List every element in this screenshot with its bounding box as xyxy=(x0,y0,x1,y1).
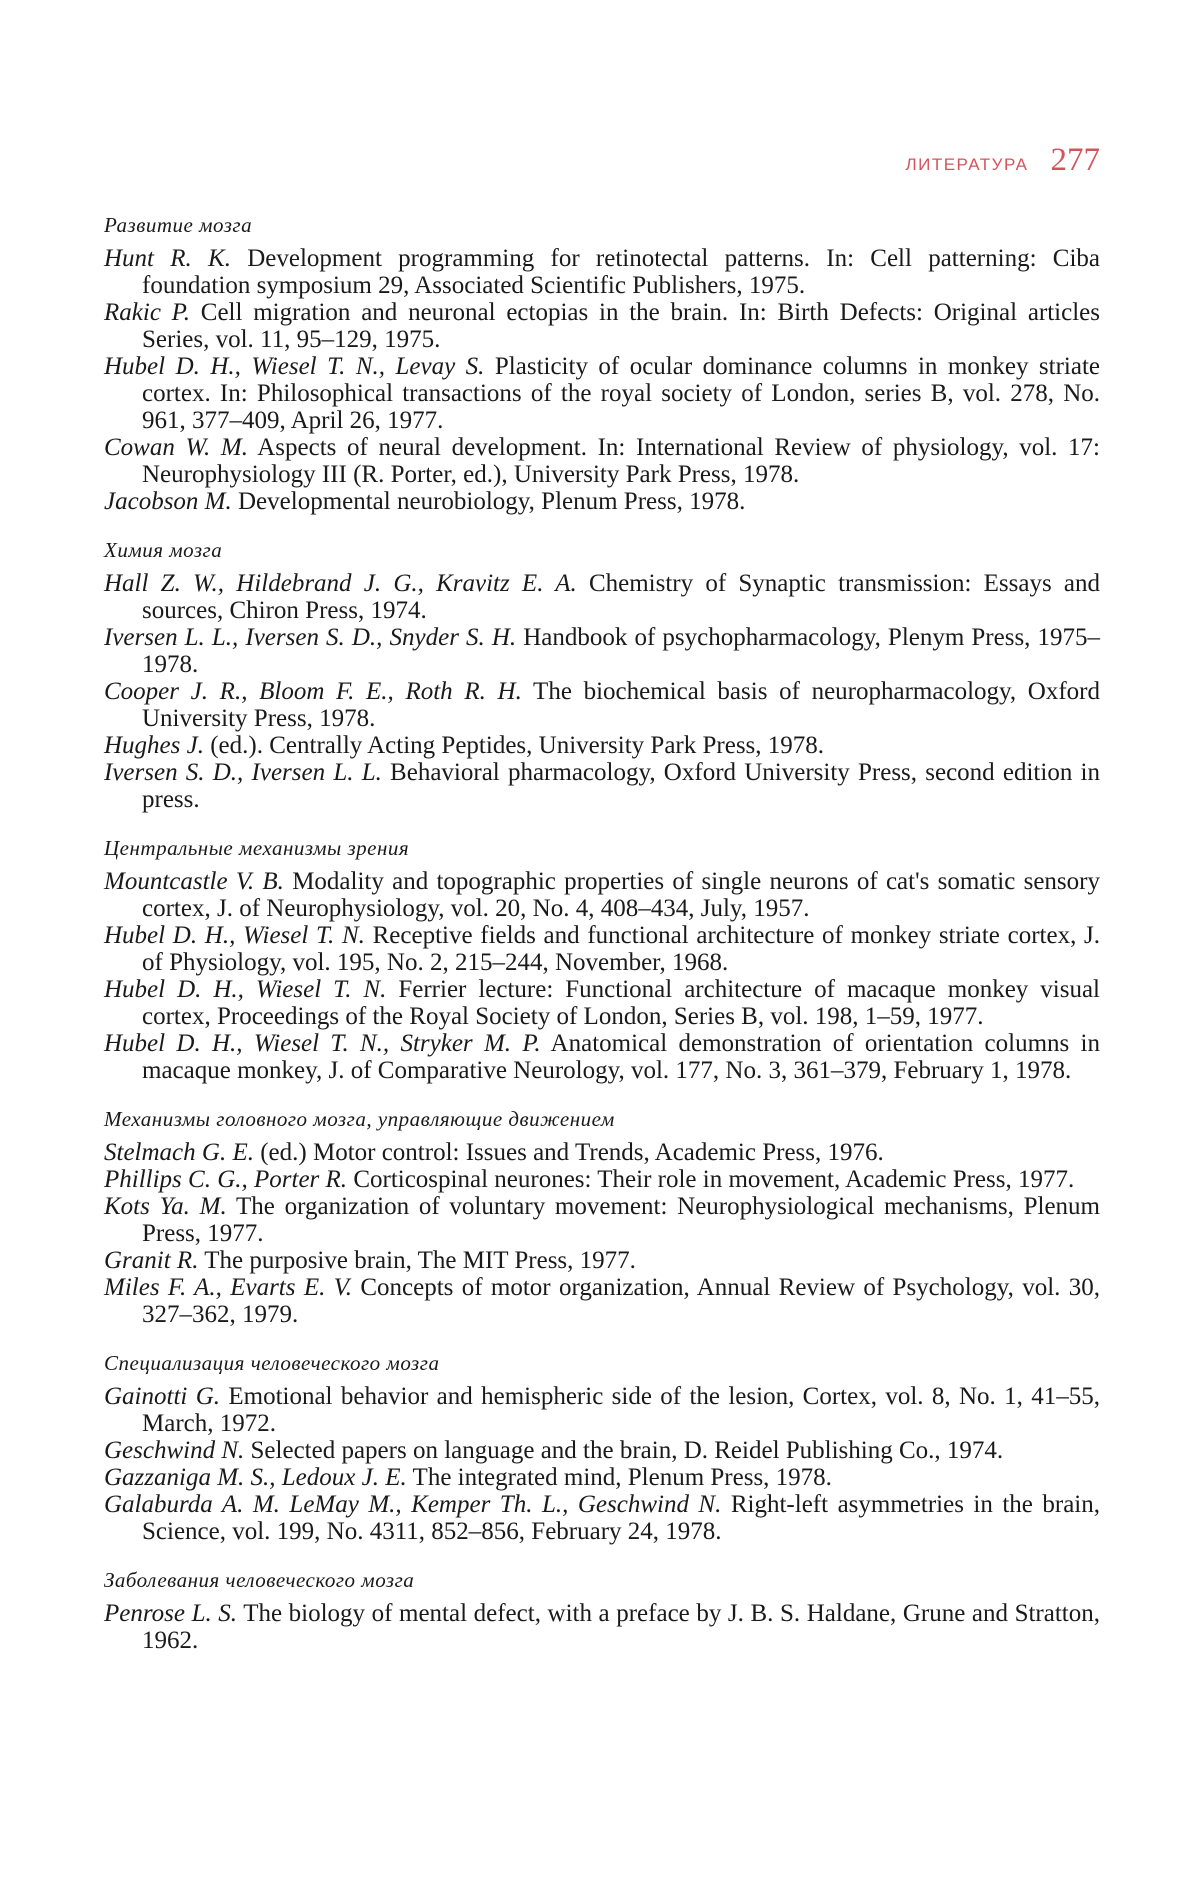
reference-text: The integrated mind, Plenum Press, 1978. xyxy=(406,1464,832,1491)
reference-text: Handbook of psychopharmacology, Plenym Press, 1975–1978. xyxy=(142,624,1101,678)
reference-text: Concepts of motor organization, Annual Review of Psychology, vol. 30, 327–362, 1979. xyxy=(142,1274,1100,1328)
reference-authors: Hubel D. H., Wiesel T. N., Levay S. xyxy=(104,353,485,380)
reference-text: Aspects of neural development. In: International Review of physiology, vol. 17: Neurophysiology III (R. Porter, ed.), University Park Press, 1978. xyxy=(142,434,1100,488)
reference-authors: Iversen L. L., Iversen S. D., Snyder S. H. xyxy=(104,624,517,651)
reference-text: Emotional behavior and hemispheric side of the lesion, Cortex, vol. 8, No. 1, 41–55, March, 1972. xyxy=(142,1383,1100,1437)
reference-authors: Cooper J. R., Bloom F. E., Roth R. H. xyxy=(104,678,522,705)
section-heading: Химия мозга xyxy=(104,538,223,562)
reference-text: The biochemical basis of neuropharmacology, Oxford University Press, 1978. xyxy=(142,678,1101,732)
bibliography-section xyxy=(104,1350,1100,1545)
reference-authors: Mountcastle V. B. xyxy=(104,868,284,895)
reference-text: Anatomical demonstration of orientation columns in macaque monkey, J. of Comparative Neurology, vol. 177, No. 3, 361–379, February 1, 1978. xyxy=(142,1030,1100,1084)
section-heading: Специализация человеческого мозга xyxy=(104,1351,440,1375)
reference-authors: Hughes J. xyxy=(104,732,204,759)
reference-entry xyxy=(104,1600,1100,1654)
reference-authors: Gainotti G. xyxy=(104,1383,220,1410)
reference-entry xyxy=(104,922,1100,976)
reference-entry xyxy=(104,488,1100,515)
reference-text: Ferrier lecture: Functional architecture of macaque monkey visual cortex, Proceedings of the Royal Society of London, Series B, vol. 198, 1–59, 1977. xyxy=(142,976,1101,1030)
reference-authors: Cowan W. M. xyxy=(104,434,248,461)
reference-entry xyxy=(104,434,1100,488)
reference-entry xyxy=(104,353,1100,434)
reference-text: Behavioral pharmacology, Oxford University Press, second edition in press. xyxy=(142,759,1100,813)
section-heading: Механизмы головного мозга, управляющие движением xyxy=(104,1107,615,1131)
reference-authors: Iversen S. D., Iversen L. L. xyxy=(104,759,382,786)
reference-text: Chemistry of Synaptic transmission: Essays and sources, Chiron Press, 1974. xyxy=(142,570,1101,624)
reference-entry xyxy=(104,624,1100,678)
reference-text: The organization of voluntary movement: Neurophysiological mechanisms, Plenum Press, 1977. xyxy=(142,1193,1100,1247)
reference-authors: Stelmach G. E. xyxy=(104,1139,254,1166)
reference-entry xyxy=(104,1193,1100,1247)
page-header xyxy=(905,142,1100,179)
section-heading: Заболевания человеческого мозга xyxy=(104,1568,415,1592)
reference-text: Developmental neurobiology, Plenum Press, 1978. xyxy=(231,488,746,515)
section-heading: Развитие мозга xyxy=(104,213,253,237)
reference-entry xyxy=(104,759,1100,813)
reference-entry xyxy=(104,1166,1100,1193)
reference-authors: Hall Z. W., Hildebrand J. G., Kravitz E. A. xyxy=(104,570,577,597)
bibliography-section xyxy=(104,835,1100,1084)
reference-text: The purposive brain, The MIT Press, 1977. xyxy=(198,1247,636,1274)
reference-entry xyxy=(104,1437,1100,1464)
reference-text: Modality and topographic properties of single neurons of cat's somatic sensory cortex, J. of Neurophysiology, vol. 20, No. 4, 408–434, July, 1957. xyxy=(142,868,1100,922)
reference-authors: Phillips C. G., Porter R. xyxy=(104,1166,348,1193)
reference-text: (ed.) Motor control: Issues and Trends, Academic Press, 1976. xyxy=(253,1139,884,1166)
reference-authors: Geschwind N. xyxy=(104,1437,245,1464)
reference-entry xyxy=(104,245,1100,299)
reference-text: Cell migration and neuronal ectopias in the brain. In: Birth Defects: Original articles Series, vol. 11, 95–129, 1975. xyxy=(142,299,1100,353)
reference-authors: Kots Ya. M. xyxy=(104,1193,227,1220)
section-heading: Центральные механизмы зрения xyxy=(104,836,410,860)
reference-entry xyxy=(104,1139,1100,1166)
reference-authors: Hunt R. K. xyxy=(104,245,231,272)
reference-authors: Hubel D. H., Wiesel T. N. xyxy=(104,976,387,1003)
reference-entry xyxy=(104,1383,1100,1437)
reference-entry xyxy=(104,1464,1100,1491)
reference-entry xyxy=(104,732,1100,759)
reference-entry xyxy=(104,299,1100,353)
reference-entry xyxy=(104,868,1100,922)
reference-text: Corticospinal neurones: Their role in movement, Academic Press, 1977. xyxy=(347,1166,1075,1193)
reference-entry xyxy=(104,976,1100,1030)
reference-entry xyxy=(104,1030,1100,1084)
bibliography-section xyxy=(104,1567,1100,1654)
reference-authors: Penrose L. S. xyxy=(104,1600,238,1627)
reference-text: (ed.). Centrally Acting Peptides, University Park Press, 1978. xyxy=(203,732,825,759)
reference-authors: Gazzaniga M. S., Ledoux J. E. xyxy=(104,1464,407,1491)
reference-authors: Rakic P. xyxy=(104,299,190,326)
running-title: ЛИТЕРАТУРА xyxy=(905,155,1029,174)
reference-entry xyxy=(104,1247,1100,1274)
page-number: 277 xyxy=(1050,142,1100,178)
reference-authors: Hubel D. H., Wiesel T. N., Stryker M. P. xyxy=(104,1030,541,1057)
bibliography-section xyxy=(104,1106,1100,1328)
bibliography xyxy=(104,212,1100,1676)
reference-text: The biology of mental defect, with a preface by J. B. S. Haldane, Grune and Stratton, 1962. xyxy=(142,1600,1100,1654)
reference-text: Development programming for retinotectal patterns. In: Cell patterning: Ciba foundation symposium 29, Associated Scientific Publishers, 1975. xyxy=(142,245,1100,299)
reference-entry xyxy=(104,570,1100,624)
reference-entry xyxy=(104,678,1100,732)
reference-text: Receptive fields and functional architecture of monkey striate cortex, J. of Physiology, vol. 195, No. 2, 215–244, November, 1968. xyxy=(142,922,1100,976)
reference-text: Right-left asymmetries in the brain, Science, vol. 199, No. 4311, 852–856, February 24, 1978. xyxy=(142,1491,1101,1545)
reference-text: Selected papers on language and the brain, D. Reidel Publishing Co., 1974. xyxy=(244,1437,1004,1464)
reference-authors: Granit R. xyxy=(104,1247,199,1274)
reference-text: Plasticity of ocular dominance columns in monkey striate cortex. In: Philosophical transactions of the royal society of London, series B, vol. 278, No. 961, 377–409, April 26, 1977. xyxy=(142,353,1100,434)
reference-authors: Hubel D. H., Wiesel T. N. xyxy=(104,922,365,949)
reference-authors: Galaburda A. M. LeMay M., Kemper Th. L., Geschwind N. xyxy=(104,1491,722,1518)
bibliography-section xyxy=(104,537,1100,813)
reference-authors: Miles F. A., Evarts E. V. xyxy=(104,1274,352,1301)
bibliography-section xyxy=(104,212,1100,515)
reference-entry xyxy=(104,1491,1100,1545)
reference-authors: Jacobson M. xyxy=(104,488,232,515)
reference-entry xyxy=(104,1274,1100,1328)
